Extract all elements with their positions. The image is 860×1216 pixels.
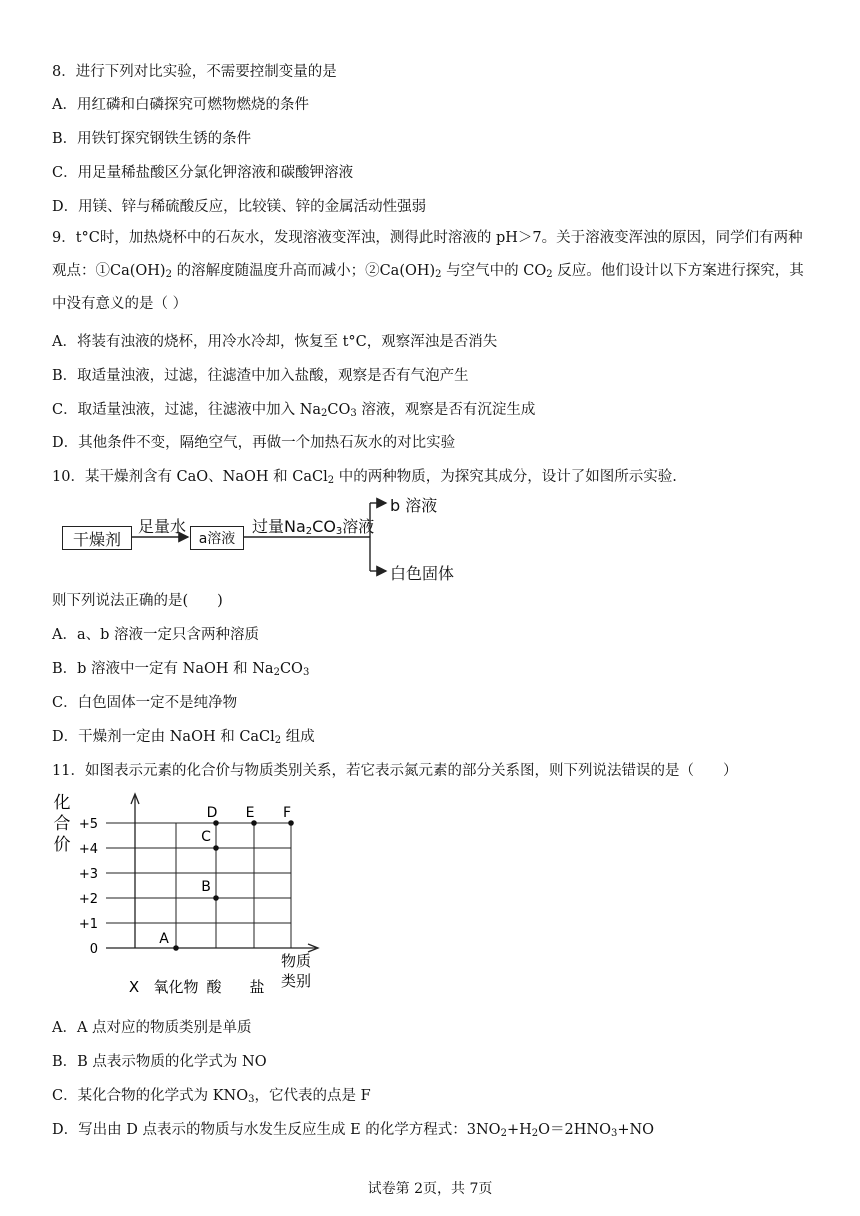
y-tick-label: +1	[78, 917, 98, 932]
flow-box-desiccant: 干燥剂	[62, 526, 132, 550]
point-label-d: D	[206, 805, 218, 821]
y-tick-label: +5	[78, 817, 98, 832]
flow-box-solution-a: a溶液	[190, 526, 244, 550]
q8-option-a: A．用红磷和白磷探究可燃物燃烧的条件	[52, 97, 309, 113]
q10-option-d: D．干燥剂一定由 NaOH 和 CaCl$_2$ 组成	[52, 729, 315, 746]
data-point-f	[288, 820, 294, 826]
q10-prompt: 则下列说法正确的是( )	[52, 593, 223, 609]
q9-option-c: C．取适量浊液，过滤，往滤液中加入 $Na_2CO_3$ 溶液，观察是否有沉淀生成	[52, 402, 536, 419]
q8-stem: 8．进行下列对比实验，不需要控制变量的是	[52, 64, 337, 80]
flow-label-water: 足量水	[138, 517, 187, 536]
q8-option-b: B．用铁钉探究钢铁生锈的条件	[52, 131, 252, 147]
chart-x-ticks	[129, 978, 265, 996]
x-label-line: 物质	[280, 952, 312, 970]
chart-points	[159, 805, 294, 951]
x-tick-label: X	[128, 978, 140, 996]
chart-y-label	[54, 793, 71, 855]
x-tick-label: 盐	[249, 978, 265, 996]
q9-option-d: D．其他条件不变，隔绝空气，再做一个加热石灰水的对比实验	[52, 435, 456, 451]
page-footer: 试卷第 2页，共 7页	[367, 1181, 493, 1197]
q10-option-c: C．白色固体一定不是纯净物	[52, 695, 238, 711]
point-label-f: F	[282, 805, 292, 821]
q10-option-a: A．a、b 溶液一定只含两种溶质	[52, 627, 260, 643]
q11-option-a: A．A 点对应的物质类别是单质	[52, 1020, 252, 1036]
point-label-b: B	[201, 879, 211, 895]
valence-chart	[40, 790, 340, 1002]
q9-stem: 9．t°C时，加热烧杯中的石灰水，发现溶液变浑浊，测得此时溶液的 pH＞7。关于溶液变浑浊的原因，同学们有两种观点：$①Ca(OH)_2$ 的溶解度随温度升高而减小；$②Ca(OH)_2$ 与空气中的 $CO_2$ 反应。他们设计以下方案进行探究，其中没有意义的是（ ）	[52, 230, 804, 312]
q11-option-c: C．某化合物的化学式为 $KNO_3$，它代表的点是 F	[52, 1088, 371, 1105]
chart-y-ticks	[79, 817, 98, 957]
y-label-char: 价	[53, 835, 71, 855]
flow-output-white-solid: 白色固体	[390, 564, 455, 583]
flow-output-b-solution: b 溶液	[390, 496, 438, 515]
q10-stem: 10．某干燥剂含有 CaO、NaOH 和 CaCl$_2$ 中的两种物质，为探究其成分，设计了如图所示实验.	[52, 469, 677, 486]
x-tick-label: 氧化物	[153, 978, 199, 996]
q8-option-c: C．用足量稀盐酸区分氯化钾溶液和碳酸钾溶液	[52, 165, 354, 181]
y-label-char: 合	[53, 814, 71, 834]
flow-label-na2co3: 过量$Na_2CO_3$溶液	[252, 517, 375, 537]
q9-option-b: B．取适量浊液，过滤，往滤渣中加入盐酸，观察是否有气泡产生	[52, 368, 469, 384]
data-point-e	[251, 820, 257, 826]
q10-option-b: B．b 溶液中一定有 NaOH 和 $Na_2CO_3$	[52, 661, 310, 678]
chart-grid	[106, 823, 291, 948]
q11-option-d: D．写出由 D 点表示的物质与水发生反应生成 E 的化学方程式：$3NO_2+H_2O=2HNO_3+NO$	[52, 1122, 655, 1139]
x-tick-label: 酸	[206, 978, 222, 996]
y-tick-label: +3	[78, 867, 98, 882]
data-point-a	[173, 945, 179, 951]
point-label-e: E	[245, 805, 255, 821]
chart-x-label	[281, 952, 311, 990]
point-label-c: C	[201, 829, 211, 845]
y-tick-label: +4	[78, 842, 98, 857]
y-tick-label: +2	[78, 892, 98, 907]
x-label-line: 类别	[280, 972, 312, 990]
q9-option-a: A．将装有浊液的烧杯，用冷水冷却，恢复至 t°C，观察浑浊是否消失	[52, 334, 498, 350]
q8-option-d: D．用镁、锌与稀硫酸反应，比较镁、锌的金属活动性强弱	[52, 199, 427, 215]
point-label-a: A	[159, 931, 169, 947]
data-point-d	[213, 820, 219, 826]
y-label-char: 化	[53, 793, 71, 813]
y-tick-label: 0	[89, 942, 98, 957]
data-point-c	[213, 845, 219, 851]
q11-stem: 11．如图表示元素的化合价与物质类别关系，若它表示氮元素的部分关系图，则下列说法错误的是（ ）	[52, 763, 738, 779]
q11-option-b: B．B 点表示物质的化学式为 NO	[52, 1054, 267, 1070]
data-point-b	[213, 895, 219, 901]
